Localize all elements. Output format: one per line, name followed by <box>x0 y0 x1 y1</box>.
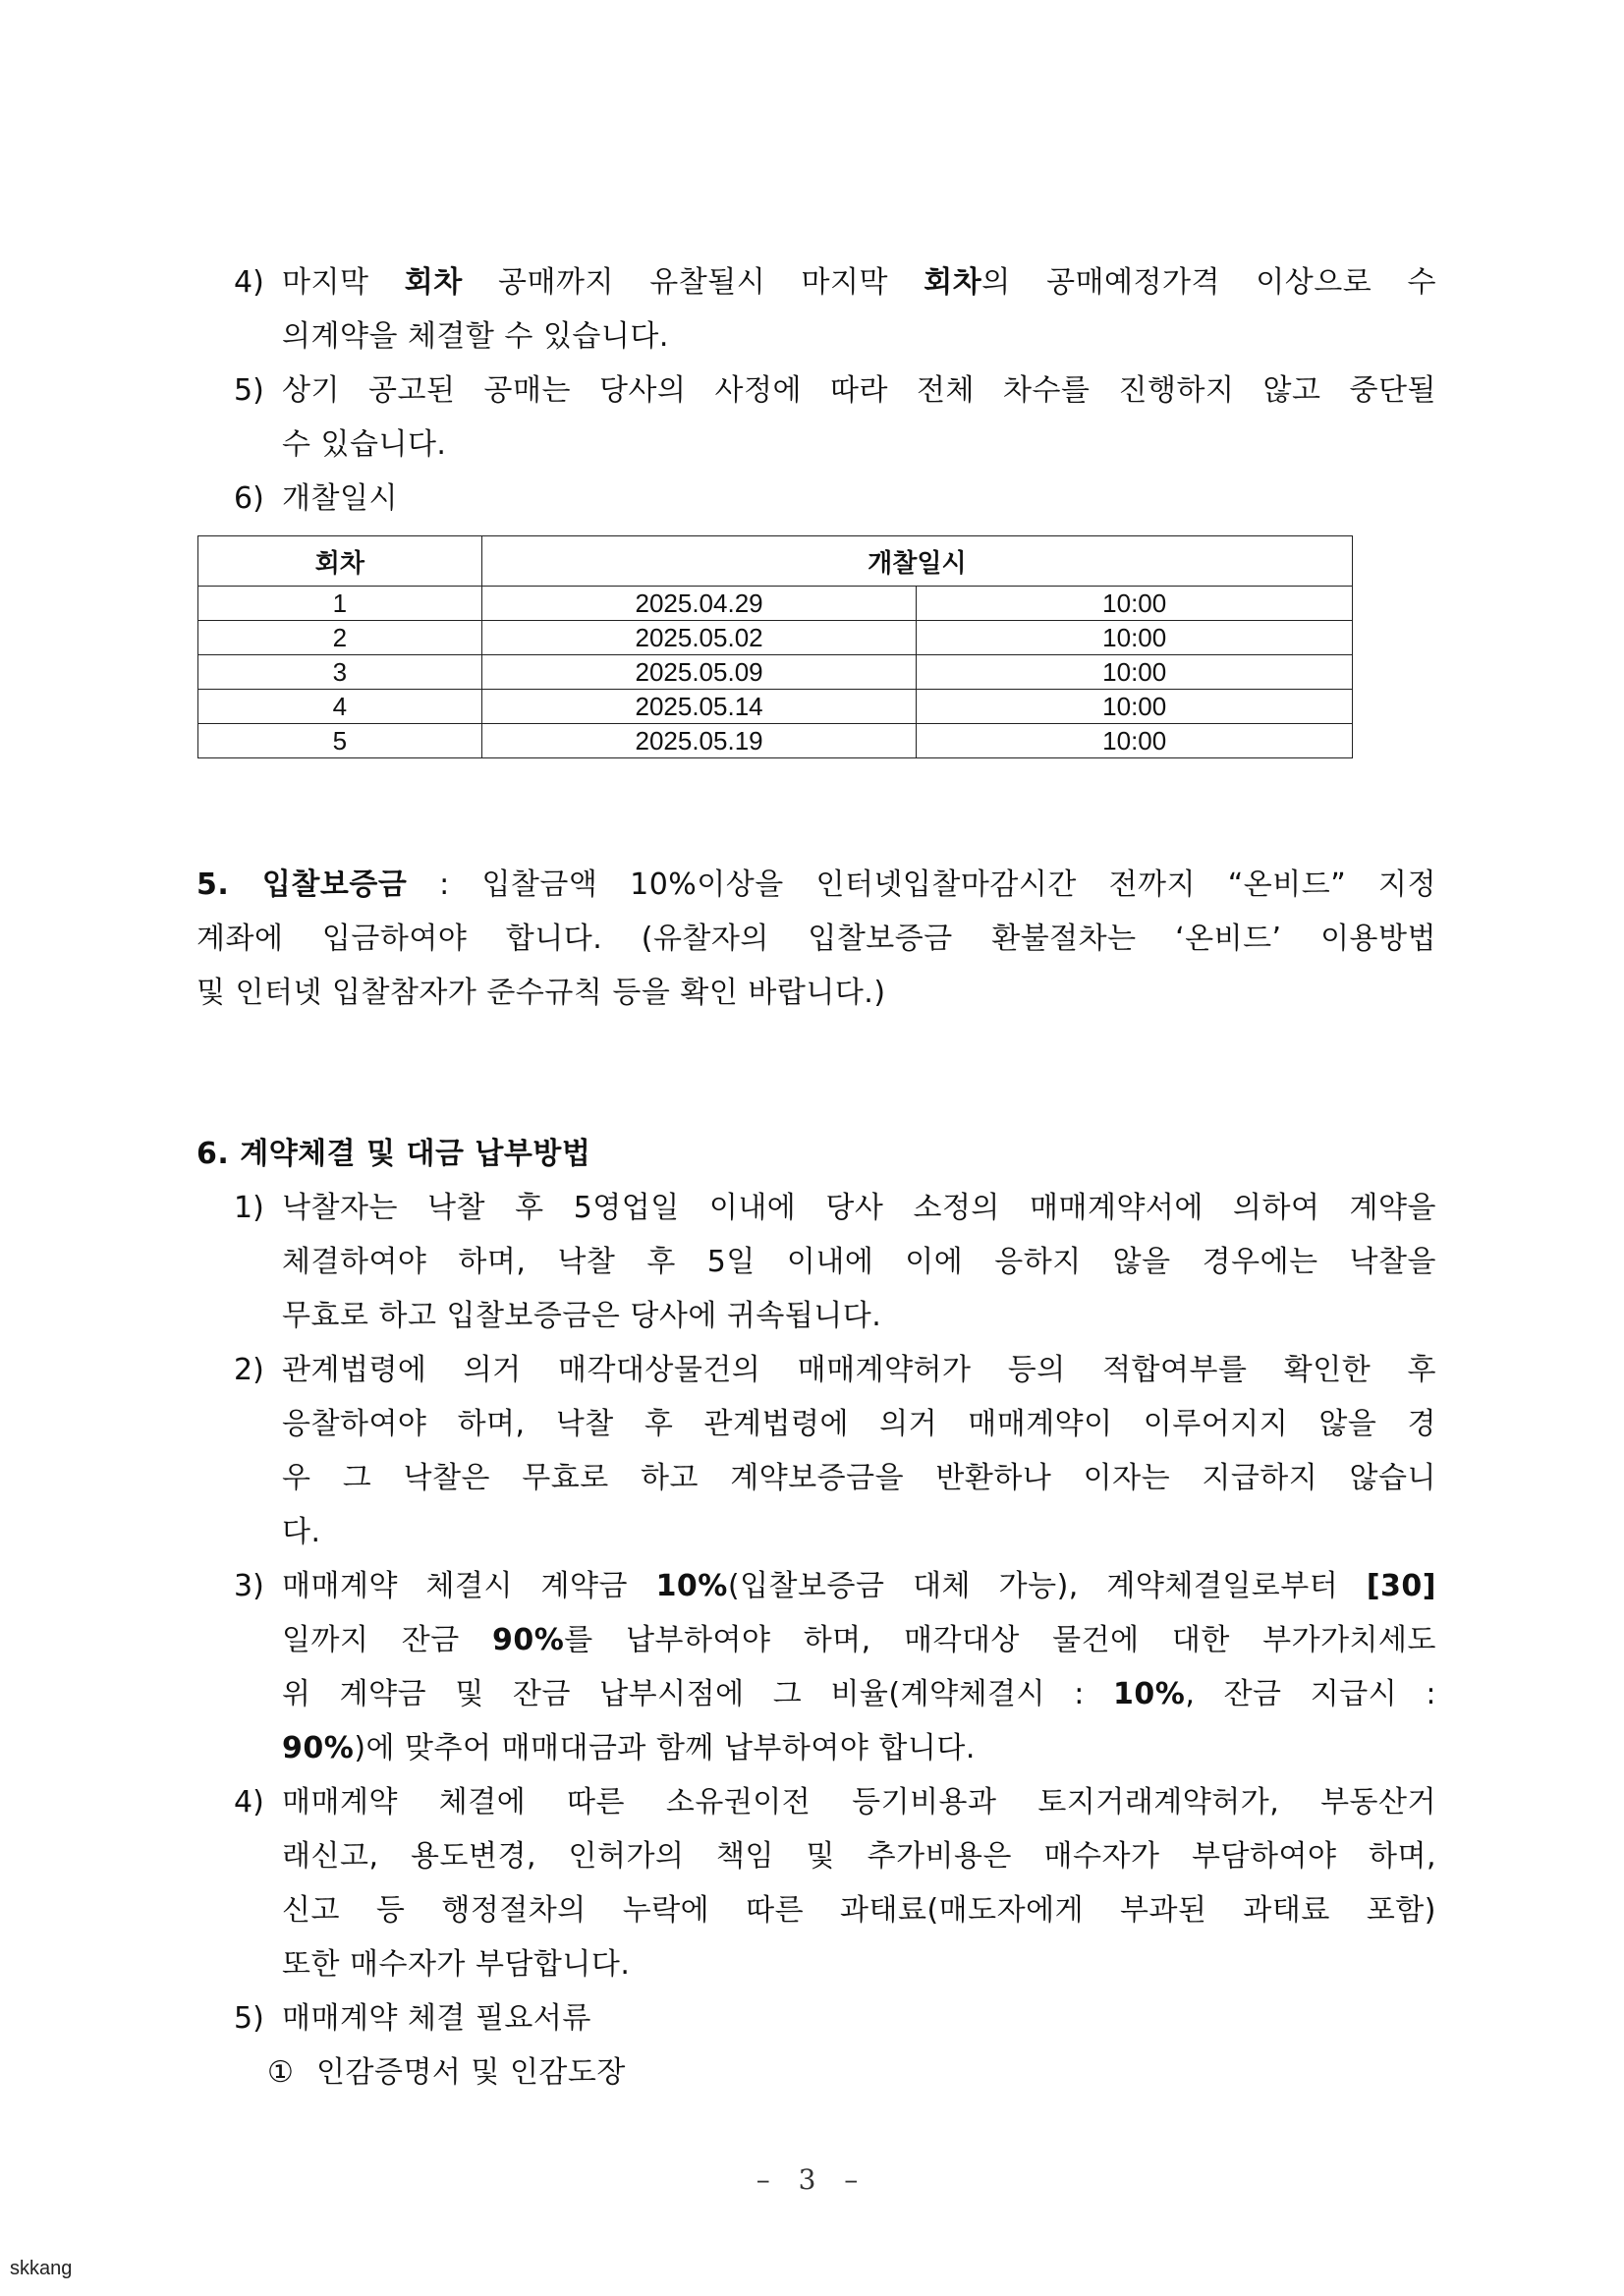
bold-figure: 90% <box>282 1731 355 1765</box>
bold-figure: 10% <box>655 1569 728 1603</box>
s6-item2-line: 다. <box>282 1515 321 1549</box>
item4-line1: 마지막 회차 공매까지 유찰될시 마지막 회차의 공매예정가격 이상으로 수 <box>282 265 1436 300</box>
date-cell: 2025.04.29 <box>481 587 917 621</box>
table-row <box>198 655 1353 690</box>
list-number: 3) <box>234 1569 264 1603</box>
round-cell: 1 <box>198 587 482 621</box>
time-cell: 10:00 <box>917 690 1353 724</box>
list-number: 5) <box>234 373 264 408</box>
s6-item5-subitem: 인감증명서 및 인감도장 <box>316 2055 626 2090</box>
s6-item1-line: 낙찰자는 낙찰 후 5영업일 이내에 당사 소정의 매매계약서에 의하여 계약을 <box>282 1191 1436 1225</box>
table-row <box>198 690 1353 724</box>
table-header-row <box>198 536 1353 587</box>
section5-line1: 5. 입찰보증금 : 입찰금액 10%이상을 인터넷입찰마감시간 전까지 “온비드” 지정 <box>196 868 1436 902</box>
header-opening-datetime: 개찰일시 <box>481 536 1352 587</box>
list-number: 1) <box>234 1191 264 1225</box>
s6-item2-line: 관계법령에 의거 매각대상물건의 매매계약허가 등의 적합여부를 확인한 후 <box>282 1353 1436 1387</box>
date-cell: 2025.05.02 <box>481 621 917 655</box>
s6-item4-line: 래신고, 용도변경, 인허가의 책임 및 추가비용은 매수자가 부담하여야 하며, <box>282 1839 1436 1874</box>
time-cell: 10:00 <box>917 587 1353 621</box>
round-cell: 2 <box>198 621 482 655</box>
s6-item2-line: 우 그 낙찰은 무효로 하고 계약보증금을 반환하나 이자는 지급하지 않습니 <box>282 1461 1436 1495</box>
table-row <box>198 587 1353 621</box>
list-number: 4) <box>234 1785 264 1820</box>
section5-heading: 5. 입찰보증금 <box>196 868 408 902</box>
bold-figure: 90% <box>491 1623 565 1657</box>
time-cell: 10:00 <box>917 655 1353 690</box>
list-number: 2) <box>234 1353 264 1387</box>
s6-item4-line: 신고 등 행정절차의 누락에 따른 과태료(매도자에게 부과된 과태료 포함) <box>282 1893 1436 1928</box>
s6-item5-line1: 매매계약 체결 필요서류 <box>282 2001 591 2036</box>
time-cell: 10:00 <box>917 621 1353 655</box>
time-cell: 10:00 <box>917 724 1353 758</box>
item6-line1: 개찰일시 <box>282 481 398 516</box>
list-number: 4) <box>234 265 264 300</box>
round-cell: 3 <box>198 655 482 690</box>
s6-item3-line1: 매매계약 체결시 계약금 10%(입찰보증금 대체 가능), 계약체결일로부터 [30] <box>282 1569 1436 1603</box>
section5-line3: 및 인터넷 입찰참자가 준수규칙 등을 확인 바랍니다.) <box>196 976 886 1010</box>
s6-item3-line3: 위 계약금 및 잔금 납부시점에 그 비율(계약체결시 : 10%, 잔금 지급시 : <box>282 1677 1436 1711</box>
list-number: 6) <box>234 481 264 516</box>
item5-line2: 수 있습니다. <box>282 427 447 462</box>
list-number: 5) <box>234 2001 264 2036</box>
author-tag: skkang <box>10 2258 73 2279</box>
section6-heading: 6. 계약체결 및 대금 납부방법 <box>196 1137 591 1171</box>
bid-opening-schedule-table <box>197 535 1353 758</box>
s6-item3-line4: 90%)에 맞추어 매매대금과 함께 납부하여야 합니다. <box>282 1731 976 1765</box>
date-cell: 2025.05.09 <box>481 655 917 690</box>
s6-item3-line2: 일까지 잔금 90%를 납부하여야 하며, 매각대상 물건에 대한 부가가치세도 <box>282 1623 1436 1657</box>
item5-line1: 상기 공고된 공매는 당사의 사정에 따라 전체 차수를 진행하지 않고 중단될 <box>282 373 1436 408</box>
bold-term: 회차 <box>404 265 463 300</box>
date-cell: 2025.05.14 <box>481 690 917 724</box>
s6-item4-line: 매매계약 체결에 따른 소유권이전 등기비용과 토지거래계약허가, 부동산거 <box>282 1785 1436 1820</box>
circled-number-marker: ① <box>267 2055 294 2090</box>
s6-item1-line: 체결하여야 하며, 낙찰 후 5일 이내에 이에 응하지 않을 경우에는 낙찰을 <box>282 1245 1436 1279</box>
s6-item2-line: 응찰하여야 하며, 낙찰 후 관계법령에 의거 매매계약이 이루어지지 않을 경 <box>282 1407 1436 1441</box>
page-number: – 3 – <box>756 2163 868 2196</box>
table-row <box>198 621 1353 655</box>
s6-item1-line: 무효로 하고 입찰보증금은 당사에 귀속됩니다. <box>282 1299 882 1333</box>
date-cell: 2025.05.19 <box>481 724 917 758</box>
round-cell: 4 <box>198 690 482 724</box>
item4-line2: 의계약을 체결할 수 있습니다. <box>282 319 669 354</box>
s6-item4-line: 또한 매수자가 부담합니다. <box>282 1947 631 1982</box>
header-round: 회차 <box>198 536 482 587</box>
bold-figure: [30] <box>1366 1569 1436 1603</box>
bold-term: 회차 <box>924 265 982 300</box>
round-cell: 5 <box>198 724 482 758</box>
table-row <box>198 724 1353 758</box>
section5-line2: 계좌에 입금하여야 합니다. (유찰자의 입찰보증금 환불절차는 ‘온비드’ 이용방법 <box>196 922 1436 956</box>
bold-figure: 10% <box>1113 1677 1186 1711</box>
